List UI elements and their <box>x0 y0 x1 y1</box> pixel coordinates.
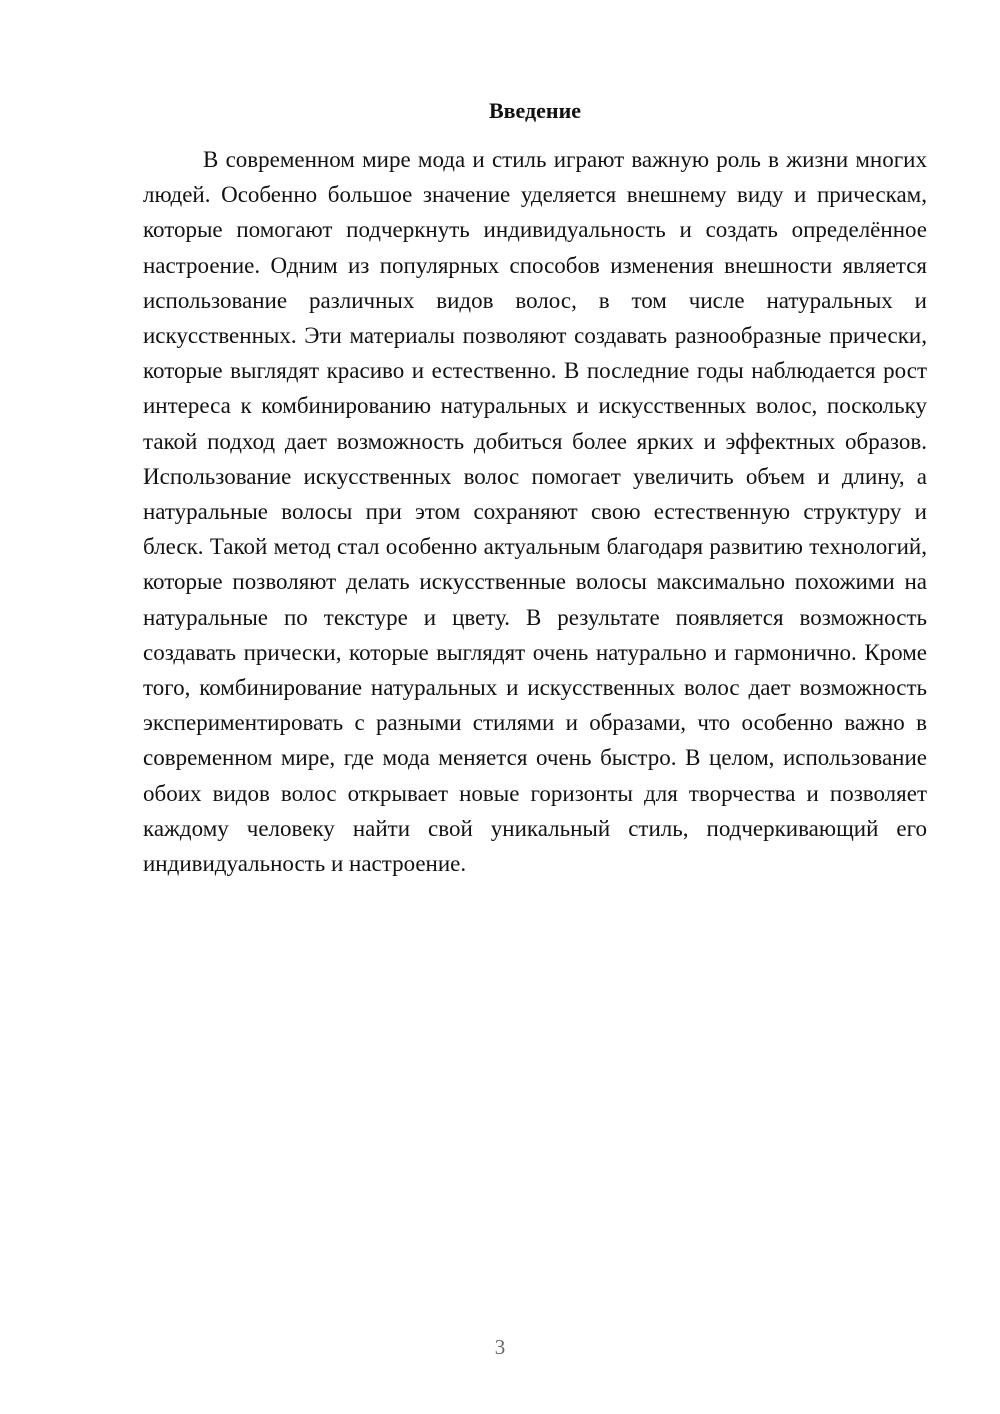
page-title: Введение <box>488 98 582 123</box>
introduction-paragraph: В современном мире мода и стиль играют важную роль в жизни многих людей. Особенно большое значение уделяется внешнему виду и прическам, которые помогают подчеркнуть индивидуальность и создать определённое настроение. Одним из популярных способов изменения внешности является использование различных видов волос, в том числе натуральных и искусственных. Эти материалы позволяют создавать разнообразные прически, которые выглядят красиво и естественно. В последние годы наблюдается рост интереса к комбинированию натуральных и искусственных волос, поскольку такой подход дает возможность добиться более ярких и эффектных образов. Использование искусственных волос помогает увеличить объем и длину, а натуральные волосы при этом сохраняют свою естественную структуру и блеск. Такой метод стал особенно актуальным благодаря развитию технологий, которые позволяют делать искусственные волосы максимально похожими на натуральные по текстуре и цвету. В результате появляется возможность создавать прически, которые выглядят очень натурально и гармонично. Кроме того, комбинирование натуральных и искусственных волос дает возможность экспериментировать с разными стилями и образами, что особенно важно в современном мире, где мода меняется очень быстро. В целом, использование обоих видов волос открывает новые горизонты для творчества и позволяет каждому человеку найти свой уникальный стиль, подчеркивающий его индивидуальность и настроение. <box>143 147 927 877</box>
page-number: 3 <box>494 1335 506 1359</box>
